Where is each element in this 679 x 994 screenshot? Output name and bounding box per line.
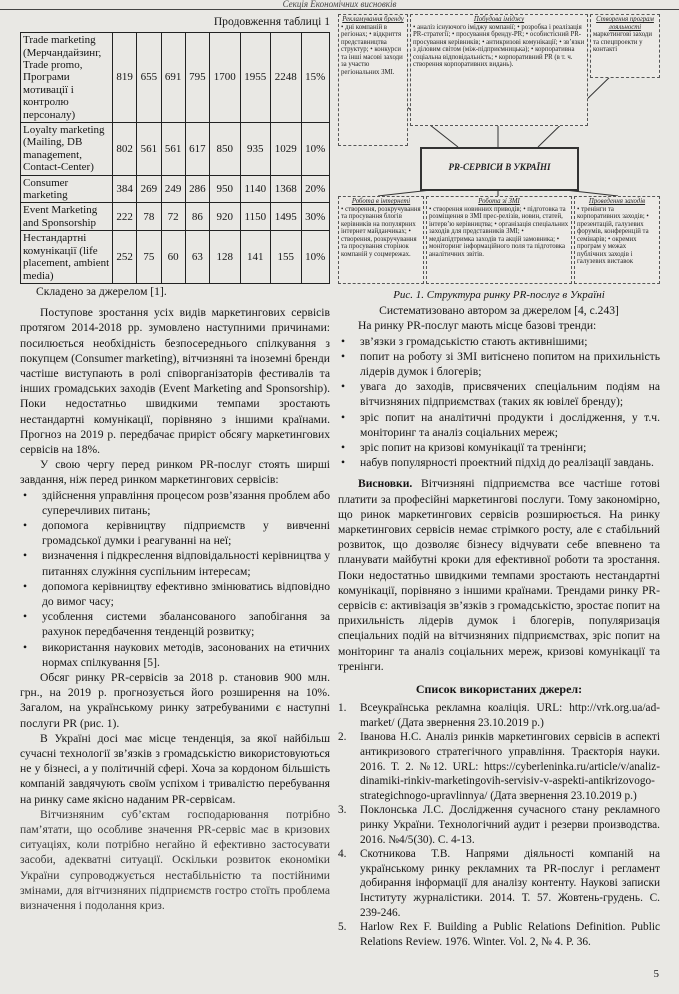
table-cell-value: 86: [185, 203, 209, 231]
trends-list: [338, 334, 660, 471]
table-cell-value: 249: [161, 175, 185, 203]
diagram-box-internet: Робота в інтернеті • створення, розкручування та просування блогів керівників на популярних інтернет майданчиках; • створення, розкручування та просування сторінок компаній у соцмережах.: [338, 196, 424, 284]
table-cell-value: 252: [113, 231, 137, 284]
table-cell-value: 15%: [301, 33, 329, 123]
table-cell-value: 384: [113, 175, 137, 203]
reference-item: 2. Іванова Н.С. Аналіз ринків маркетингових сервісів в аспекті антикризового стратегічного управління. Траєкторія науки. 2016. Т. 2. №12. URL: https://cyberleninka.ru/article/v/analiz-dinamiki-rinkiv-marketingovih-servisiv-v-aspekti-antikrizovogo-strategichnogo-upravlinnya/ (Дата звернення 23.10.2019 р.): [338, 730, 660, 803]
right-column: [338, 14, 660, 949]
table-cell-value: 935: [240, 123, 270, 176]
table-cell-value: 1955: [240, 33, 270, 123]
table-cell-name: Event Marketing and Sponsorship: [21, 203, 113, 231]
table-cell-value: 75: [137, 231, 161, 284]
table-row: [21, 33, 330, 123]
table-cell-value: 2248: [271, 33, 301, 123]
paragraph-pr-tasks: У свою чергу перед ринком PR-послуг стоять ширші завдання, ніж перед ринком маркетингових сервісів:: [20, 458, 330, 487]
trend-item: • увага до заходів, присвячених спеціальним подіям на вітчизняних підприємствах (таких як ювілеї бренду);: [338, 379, 660, 409]
trend-item: • зріс попит на кризові комунікації та тренінги;: [338, 440, 660, 455]
task-item: • усоблення системи збалансованого запобігання за рахунок передбачення тенденцій розвитку;: [20, 609, 330, 639]
diagram-box-loyalty: Створення програм лояльності маркетингові заходи та спецпроекти у контакті: [590, 14, 660, 78]
table-row: [21, 175, 330, 203]
running-header: Секція Економічних висновків: [0, 0, 679, 10]
table-cell-value: 819: [113, 33, 137, 123]
table-cell-value: 1029: [271, 123, 301, 176]
pr-structure-diagram: [338, 14, 660, 286]
table-cell-value: 561: [161, 123, 185, 176]
table-cell-value: 20%: [301, 175, 329, 203]
table-cell-value: 1140: [240, 175, 270, 203]
table-cell-value: 60: [161, 231, 185, 284]
references-list: [338, 701, 660, 949]
table-cell-value: 1150: [240, 203, 270, 231]
paragraph-market-volume: Обсяг ринку PR-сервісів за 2018 р. становив 900 млн. грн., на 2019 р. прогнозується його розширення на 10%. Загалом, на українському ринку затребуваними є наступні послуги PR (рис. 1).: [20, 671, 330, 730]
table-cell-value: 802: [113, 123, 137, 176]
table-row: [21, 123, 330, 176]
table-cell-name: Loyalty marketing (Mailing, DB management, Contact-Center): [21, 123, 113, 176]
figure-caption: Рис. 1. Структура ринку PR-послуг в Україні: [393, 289, 605, 301]
table-cell-value: 1368: [271, 175, 301, 203]
table-cell-value: 10%: [301, 123, 329, 176]
table-cell-value: 269: [137, 175, 161, 203]
diagram-box-image: Побудова іміджу • аналіз існуючого іміджу компанії; • розробка і реалізація PR-стратегії; • просування бренду-PR; • особистісний PR-просування керівників; • антикризові комунікації; • зв’язки з діловим світом (між-підприємницька); • корпоративна соціальна відповідальність; • корпоративний PR (в т. ч. створення корпоративних видань).: [410, 14, 588, 126]
tasks-list: [20, 488, 330, 670]
diagram-box-events: Проведення заходів • тренінги та корпоративних заходів; • презентацій, галузевих форумів, конференцій та семінарів; • окремих програм у межах публічних заходів і галузевих виставок: [574, 196, 660, 284]
table-cell-value: 128: [210, 231, 240, 284]
table-source: Складено за джерелом [1].: [36, 284, 167, 298]
table-cell-value: 1700: [210, 33, 240, 123]
table-cell-value: 1495: [271, 203, 301, 231]
services-table: [20, 32, 330, 284]
conclusions-label: Висновки.: [358, 477, 413, 491]
diagram-box-media: Робота зі ЗМІ • створення новинних приводів; • підготовка та розміщення в ЗМІ прес-релізів, новин, статей, інтерв’ю керівництва; • організація спеціальних заходів для представників ЗМІ; • медіапідтримка заходів та акцій замовника; • моніторинг інформаційного поля та підготовка аналітичних звітів.: [426, 196, 572, 284]
table-cell-name: Consumer marketing: [21, 175, 113, 203]
table-cell-value: 920: [210, 203, 240, 231]
references-title: Список використаних джерел:: [415, 682, 583, 697]
reference-item: 5. Harlow Rex F. Building a Public Relations Definition. Public Relations Review. 1976. Winter. Vol. 2, № 4. P. 36.: [338, 920, 660, 949]
trend-item: • зріс попит на аналітичні продукти і дослідження, у т.ч. моніторинг та аналіз соціальних мереж;: [338, 410, 660, 440]
table-cell-value: 10%: [301, 231, 329, 284]
table-cell-value: 63: [185, 231, 209, 284]
figure-source: Систематизовано автором за джерелом [4, с.243]: [379, 304, 619, 318]
task-item: • використання наукових методів, засонованих на етичних нормах спілкування [5].: [20, 640, 330, 670]
table-row: [21, 231, 330, 284]
conclusions-paragraph: [338, 476, 660, 674]
table-cell-value: 155: [271, 231, 301, 284]
table-continuation-title: Продовження таблиці 1: [213, 15, 330, 28]
trend-item: • набув популярності проектний підхід до реалізації завдань.: [338, 455, 660, 470]
reference-item: 3. Поклонська Л.С. Дослідження сучасного стану рекламного ринку України. Технологічний аудит і резерви производства. 2016. №4/5(30). С. 4-13.: [338, 803, 660, 847]
table-cell-name: Trade marketing (Мерчандайзинг, Trade promo, Програми мотивації і контролю персоналу): [21, 33, 113, 123]
table-cell-value: 795: [185, 33, 209, 123]
table-cell-value: 78: [137, 203, 161, 231]
table-row: [21, 203, 330, 231]
conclusions-text: Вітчизняні підприємства все частіше готові платити за професійні маркетингові послуги. Тому закономірно, що ринок маркетингових сервісів розширюється. На ринку маркетингових сервісів немає стрімкого росту, але є стабільний розвиток, що дозволяє бізнесу відчувати себе впевнено та планувати майбутні кроки для ефективної роботи та зростання. Поки недостатньо швидкими темпами зростають нестандартні комунікації, порівняно з іншими країнами. Трендами ринку PR-сервісів є: активізація зв’язків з громадськістю, зростає попит на прихильність лідерів думок і блогерів, популяризація спеціальних подій на вітчизняних підприємствах, зріс попит на моніторинг та аналіз соціальних мереж, кризові комунікації та тренінги.: [338, 477, 660, 673]
table-cell-name: Нестандартні комунікації (life placement, ambient media): [21, 231, 113, 284]
task-item: • здійснення управління процесом розв’язання проблем або суперечливих питань;: [20, 488, 330, 518]
table-cell-value: 655: [137, 33, 161, 123]
trends-intro: На ринку PR-послуг мають місце базові тренди:: [358, 319, 597, 333]
diagram-box-brand: Рекламування бренду • дні компаній в регіонах; • відкриття представництва структур; • конкурси та інші масові заходи за участю регіональних ЗМІ.: [338, 14, 408, 146]
trend-item: • зв’язки з громадськістю стають активнішими;: [338, 334, 660, 349]
paragraph-ukraine-trend: В Україні досі має місце тенденція, за якої найбільш сучасні технології зв’язків з громадськістю використовуються не у бізнесі, а у політичній сфері. Хоча за кордоном більшість компаній завдячують своїм успіхом і тривалістю перебування на ринку саме якісно наданим PR-сервісам.: [20, 731, 330, 806]
table-cell-value: 30%: [301, 203, 329, 231]
paragraph-crisis: Вітчизняним суб’єктам господарювання потрібно пам’ятати, що особливе значення PR-сервіс має в кризових ситуаціях, коли потрібно негайно й ефективно застосувати засоби, адекватні ситуації. Оскільки розвиток економіки України супроводжується нестабільністю та постійними змінами, для вітчизняних підприємств гостро стоїть проблема визначення і подолання криз.: [20, 807, 330, 913]
reference-item: 4. Скотникова Т.В. Напрями діяльності компаній на українському ринку рекламних та PR-послуг і регламент добирання інформації для аналізу контенту. Наукові записки Інституту журналістики. 2014. Т. 57. Жовтень-грудень. С. 239-246.: [338, 847, 660, 920]
table-cell-value: 617: [185, 123, 209, 176]
table-cell-value: 222: [113, 203, 137, 231]
table-cell-value: 950: [210, 175, 240, 203]
table-cell-value: 691: [161, 33, 185, 123]
table-cell-value: 850: [210, 123, 240, 176]
reference-item: 1. Всеукраїнська рекламна коаліція. URL: http://vrk.org.ua/ad-market/ (Дата звернення 23.10.2019 р.): [338, 701, 660, 730]
paragraph-growth: Поступове зростання усіх видів маркетингових сервісів протягом 2014-2018 рр. зумовлено наступними причинами: посилюється необхідність безпосереднього спілкування з покупцем (Consumer marketing), вітчизняні та іноземні бренди частіше виступають в ролі співорганізаторів фестивалів та інших громадських заходів (Event Marketing and Sponsorship). Поки недостатньо швидкими темпами зростають нестандартні комунікації, порівняно з іншими країнами. Прогноз на 2019 р. передбачає приріст обсягу маркетингових сервісів на 18%.: [20, 306, 330, 456]
left-column: [20, 14, 330, 913]
diagram-center-pr-services: PR-СЕРВІСИ В УКРАЇНІ: [420, 147, 579, 191]
page-number: 5: [653, 968, 659, 980]
task-item: • допомога керівництву підприємств у вивченні громадської думки і реагуванні на неї;: [20, 518, 330, 548]
trend-item: • попит на роботу зі ЗМІ витіснено попитом на прихильність лідерів думок і блогерів;: [338, 349, 660, 379]
table-cell-value: 72: [161, 203, 185, 231]
task-item: • визначення і підкреслення відповідальності керівництва у питаннях служіння суспільним інтересам;: [20, 548, 330, 578]
table-cell-value: 141: [240, 231, 270, 284]
task-item: • допомога керівництву ефективно змінюватись відповідно до вимог часу;: [20, 579, 330, 609]
table-cell-value: 286: [185, 175, 209, 203]
table-cell-value: 561: [137, 123, 161, 176]
